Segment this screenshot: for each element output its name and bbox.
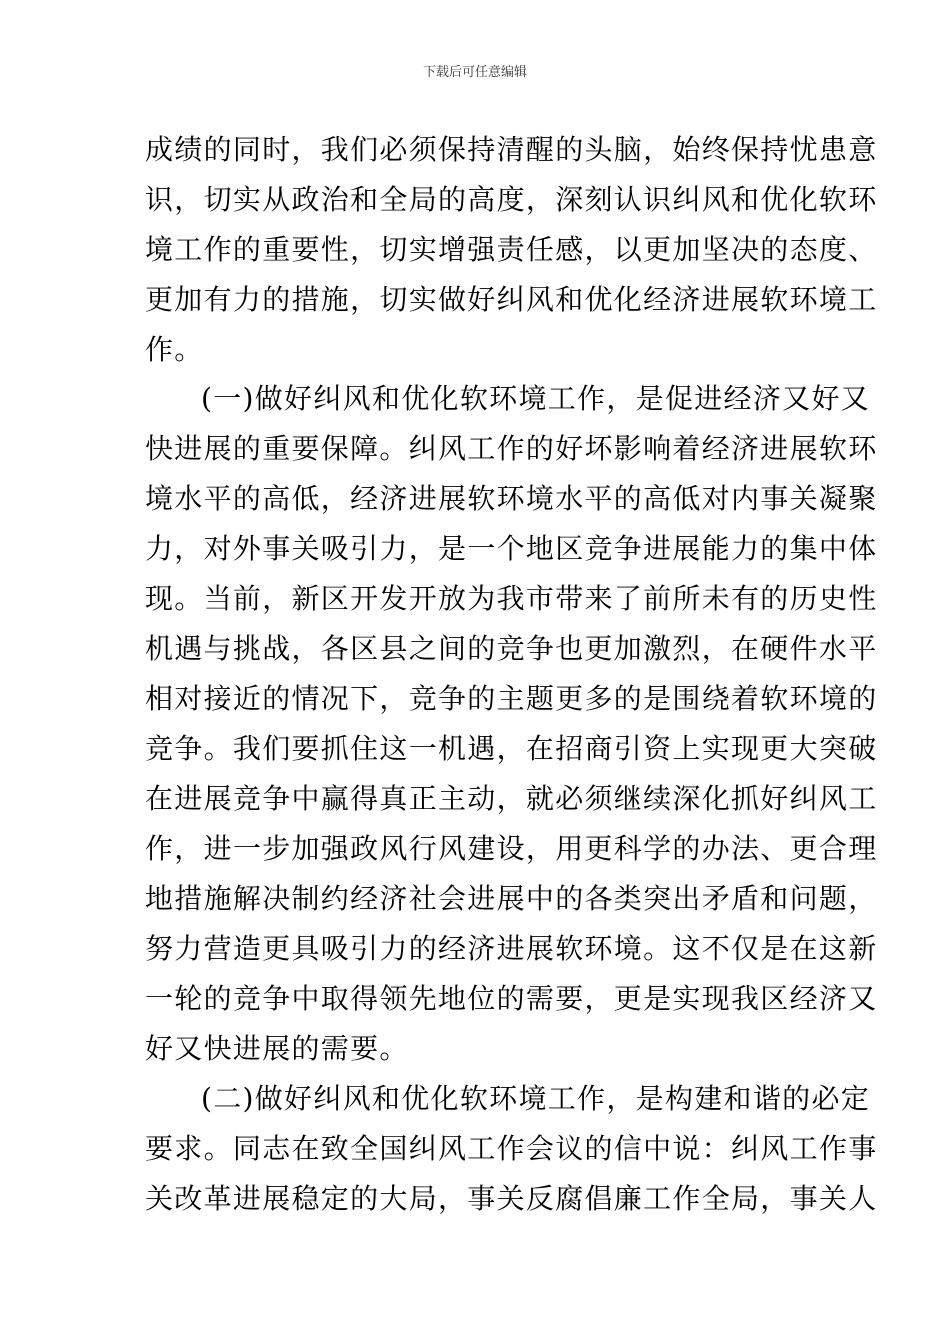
body-line: 地措施解决制约经济社会进展中的各类突出矛盾和问题， [145,882,878,915]
body-line: 机遇与挑战，各区县之间的竞争也更加激烈，在硬件水平 [145,632,878,665]
body-line: 快进展的重要保障。纠风工作的好坏影响着经济进展软环 [145,432,878,465]
body-line: 作。 [145,333,204,366]
body-line: 力，对外事关吸引力，是一个地区竞争进展能力的集中体 [145,532,878,565]
body-line: 关改革进展稳定的大局，事关反腐倡廉工作全局，事关人 [145,1182,878,1215]
body-line: 在进展竞争中赢得真正主动，就必须继续深化抓好纠风工 [145,782,878,815]
body-line: 好又快进展的需要。 [145,1032,409,1065]
body-line: 作，进一步加强政风行风建设，用更科学的办法、更合理 [145,832,878,865]
body-line: 努力营造更具吸引力的经济进展软环境。这不仅是在这新 [145,932,878,965]
header-note: 下载后可任意编辑 [422,65,527,80]
body-line: 要求。同志在致全国纠风工作会议的信中说：纠风工作事 [145,1132,878,1165]
body-line: 境工作的重要性，切实增强责任感，以更加坚决的态度、 [145,233,878,266]
body-line: 成绩的同时，我们必须保持清醒的头脑，始终保持忧患意 [145,133,878,166]
body-line: 现。当前，新区开发开放为我市带来了前所未有的历史性 [145,582,878,615]
body-line: 更加有力的措施，切实做好纠风和优化经济进展软环境工 [145,283,878,316]
body-line: 识，切实从政治和全局的高度，深刻认识纠风和优化软环 [145,183,878,216]
body-line: 境水平的高低，经济进展软环境水平的高低对内事关凝聚 [145,482,878,515]
body-line: 相对接近的情况下，竞争的主题更多的是围绕着软环境的 [145,682,878,715]
body-line: 一轮的竞争中取得领先地位的需要，更是实现我区经济又 [145,982,878,1015]
paragraph-first-line: (一)做好纠风和优化软环境工作，是促进经济又好又 [201,382,871,415]
body-line: 竞争。我们要抓住这一机遇，在招商引资上实现更大突破 [145,732,878,765]
paragraph-first-line: (二)做好纠风和优化软环境工作，是构建和谐的必定 [201,1082,871,1115]
